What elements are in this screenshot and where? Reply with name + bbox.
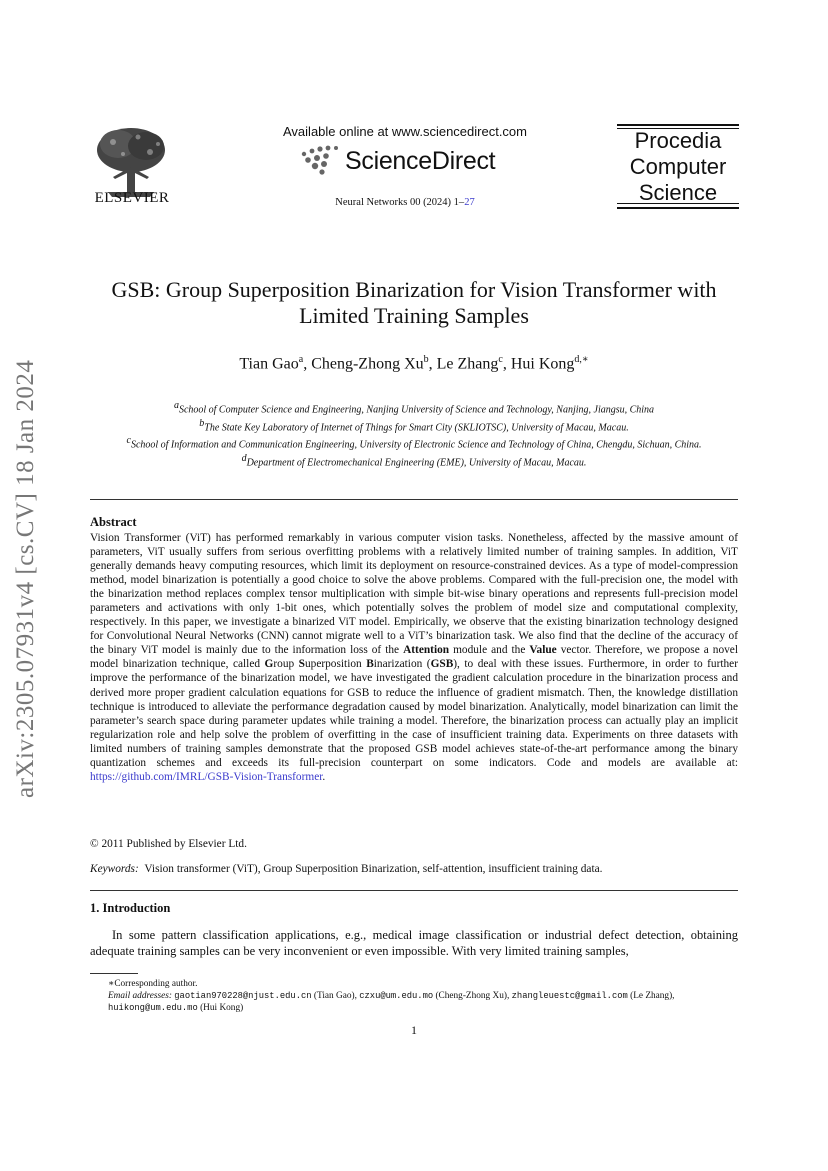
journal-line [270,197,540,208]
copyright-line: © 2011 Published by Elsevier Ltd. [90,838,247,850]
procedia-line2: Computer [629,154,727,179]
journal-info: Neural Networks 00 (2024) 1– [335,197,465,208]
author-name: Cheng-Zhong Xu [311,355,424,373]
footnote-rule [90,973,138,974]
keywords-text: Vision transformer (ViT), Group Superposition Binarization, self-attention, insufficient training data. [144,863,603,875]
email-link[interactable]: huikong@um.edu.mo [108,1003,198,1014]
author-mark: b [423,354,429,365]
section-heading: 1. Introduction [90,901,171,915]
email-addresses: Email addresses: gaotian970228@njust.edu.cn (Tian Gao), czxu@um.edu.mo (Cheng-Zhong Xu), zhangleuestc@gmail.com (Le Zhang), huikong@um.edu.mo (Hui Kong) [108,991,675,1014]
footnotes [90,978,738,1015]
available-online-text: Available online at www.sciencedirect.com [283,124,527,139]
arxiv-side-stamp: arXiv:2305.07931v4 [cs.CV] 18 Jan 2024 [12,359,39,798]
page-number: 1 [411,1023,417,1037]
keywords-line [90,863,738,875]
procedia-line3: Science [638,180,718,205]
title-line1: GSB: Group Superposition Binarization for Vision Transformer with [111,277,717,302]
intro-paragraph: In some pattern classification applications, e.g., medical image classification or industrial defect detection, obtaining adequate training samples can be very inconvenient or even impossible. With very limited training samples, [90,928,738,958]
affiliation [90,434,738,452]
email-link[interactable]: zhangleuestc@gmail.com [511,991,628,1002]
author-mark: a [298,354,304,365]
title-line2: Limited Training Samples [299,303,529,328]
affiliation-mark: c [126,435,131,447]
author-sep: , [428,355,437,373]
divider [90,890,738,891]
publisher-name: ELSEVIER [94,190,170,206]
affiliation-text: Department of Electromechanical Engineering (EME), University of Macau, Macau. [246,456,587,468]
author-name: Le Zhang [436,355,499,373]
author-name: Tian Gao [239,355,299,373]
affiliation-mark: d [241,452,247,464]
keywords-label: Keywords: [90,863,139,875]
procedia-line1: Procedia [634,128,722,153]
author-sep: , [502,355,511,373]
code-link[interactable]: https://github.com/IMRL/GSB-Vision-Transformer [90,770,323,783]
author-mark: c [498,354,503,365]
author-list [90,354,738,373]
affiliation-text: The State Key Laboratory of Internet of Things for Smart City (SKLIOTSC), University of Macau, Macau. [204,421,629,433]
affiliation-text: School of Information and Communication Engineering, University of Electronic Science and Technology of China, Chengdu, Sichuan, China. [130,439,702,451]
abstract-body: Vision Transformer (ViT) has performed remarkably in various computer vision tasks. Nonetheless, affected by the massive amount of parameters, ViT usually suffers from serious overfitting problems with a relatively limited number of training samples. In addition, ViT generally demands heavy computing resources, which limit its deployment on resource-constrained devices. As a type of model-compression method, model binarization is potentially a good choice to solve the above problems. Compared with the full-precision one, the model with the binarization method replaces complex tensor multiplication with simple bit-wise binary operations and represents full-precision model parameters and activations with only 1-bit ones, which potentially solves the problem of model size and computational complexity, respectively. In this paper, we investigate a binarized ViT model. Empirically, we observe that the existing binarization technology designed for Convolutional Neural Networks (CNN) cannot migrate well to a ViT’s binarization task. We also find that the decline of the accuracy of the binary ViT model is mainly due to the information loss of the Attention module and the Value vector. Therefore, we propose a novel model binarization technique, called Group Superposition Binarization (GSB), to deal with these issues. Furthermore, in order to further improve the performance of the binarization model, we have investigated the gradient calculation procedure in the binarization process and derived more proper gradient calculation equations for GSB to reduce the influence of gradient mismatch. Then, the knowledge distillation technique is introduced to alleviate the performance degradation caused by model binarization. Analytically, model binarization can limit the parameter’s search space during parameter updates while training a model. Therefore, the binarization process can actually play an implicit regularization role and help solve the problem of overfitting in the case of insufficient training data. Experiments on three datasets with limited numbers of training samples demonstrate that the proposed GSB model achieves state-of-the-art performance among the binary quantization schemes and exceeds its full-precision counterpart on some indicators. Code and models are available at: https://github.com/IMRL/GSB-Vision-Transformer. [90,532,738,783]
procedia-logo [617,124,739,210]
affiliation [90,417,738,435]
journal-page-link[interactable]: 27 [464,197,475,208]
email-link[interactable]: czxu@um.edu.mo [359,991,434,1002]
affiliation-text: School of Computer Science and Engineering, Nanjing University of Science and Technology, Nanjing, Jiangsu, China [178,404,655,416]
sciencedirect-wordmark: ScienceDirect [345,147,496,175]
author-mark: d,∗ [574,354,589,365]
affiliation-mark: a [173,400,179,411]
author-sep: , [303,355,312,373]
affiliation-mark: b [199,417,205,429]
affiliations [90,399,738,469]
corresponding-author-note: ∗Corresponding author. [108,979,198,989]
paper-title [70,277,758,329]
affiliation [90,399,738,417]
author-name: Hui Kong [510,355,575,373]
divider [90,499,738,500]
affiliation [90,452,738,470]
abstract-heading: Abstract [90,515,137,529]
email-link[interactable]: gaotian970228@njust.edu.cn [174,991,312,1002]
